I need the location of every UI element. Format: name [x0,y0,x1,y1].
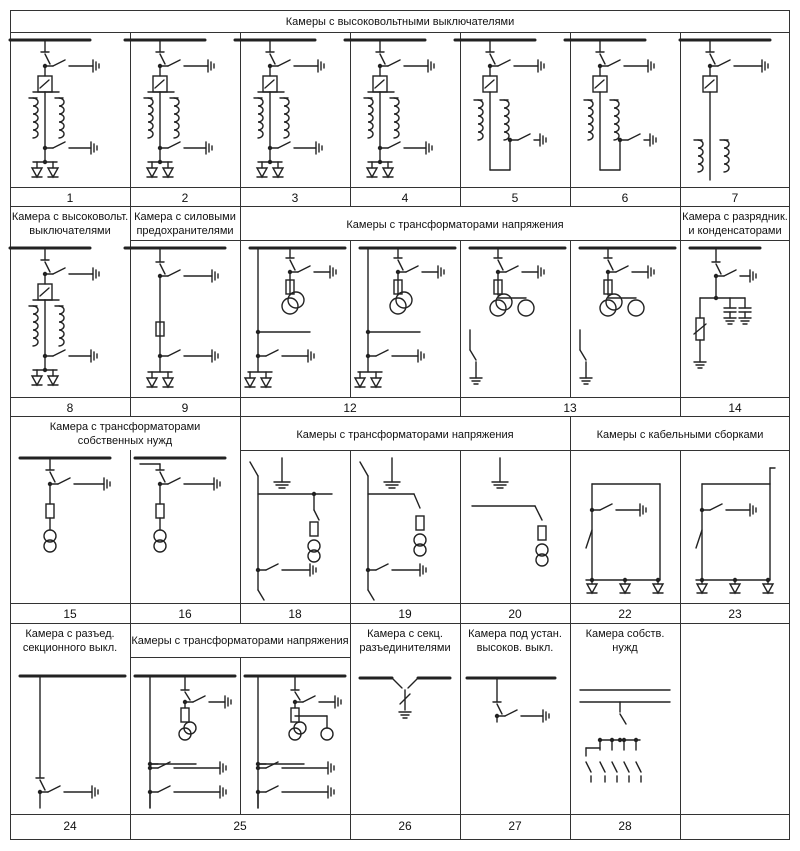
schematic-chamber-24 [20,676,125,808]
chamber-number: 2 [181,191,189,205]
schematic-chamber-2 [125,40,214,177]
header-hv-breaker-place-l1: Камера под устан. [468,628,562,640]
header-section-disconnector-l1: Камера с разъед. [25,628,115,640]
schematic-chamber-20 [472,458,548,566]
chamber-number: 16 [178,607,192,621]
chamber-number: 5 [511,191,519,205]
header-own-needs-l2: нужд [612,642,638,654]
chamber-number: 26 [398,819,412,833]
chamber-number: 13 [563,401,577,415]
schematic-chamber-19 [360,458,426,600]
schematic-chamber-26 [360,678,450,718]
header-hv-breakers: Камеры с высоковольтными выключателями [285,16,515,28]
chamber-number: 23 [728,607,742,621]
schematic-chamber-18 [250,458,332,600]
header-voltage-transformers-2: Камеры с трансформаторами напряжения [296,429,514,441]
header-hv-breaker-chamber-l2: выключателями [29,225,111,237]
chamber-number: 20 [508,607,522,621]
chamber-number: 27 [508,819,522,833]
schematic-chamber-23 [696,468,775,593]
chamber-number: 28 [618,819,632,833]
schematic-chamber-8 [10,248,99,385]
chamber-number: 4 [401,191,409,205]
chamber-number: 6 [621,191,629,205]
header-sectional-disconnectors-l1: Камера с секц. [367,628,443,640]
chamber-number: 15 [63,607,77,621]
header-voltage-transformers: Камеры с трансформаторами напряжения [346,219,564,231]
header-arresters-capacitors-l1: Камера с разрядник. [682,211,788,223]
chamber-number: 24 [63,819,77,833]
header-aux-transformers-l2: собственных нужд [77,435,173,447]
header-voltage-transformers-3: Камеры с трансформаторами напряжения [131,635,349,647]
section-headers [12,16,788,654]
schematic-chamber-13 [470,248,675,384]
chamber-number: 14 [728,401,742,415]
header-sectional-disconnectors-l2: разъединителями [359,642,451,654]
header-section-disconnector-l2: секционного выкл. [22,642,118,654]
chamber-number: 8 [66,401,74,415]
schematic-chamber-22 [586,484,663,593]
schematic-chamber-6 [565,40,656,170]
chamber-number: 22 [618,607,632,621]
header-arresters-capacitors-l2: и конденсаторами [688,225,782,237]
schematic-chamber-4 [345,40,434,177]
schematic-chamber-14 [690,248,760,368]
schematic-chamber-16 [135,458,225,552]
schematic-chamber-28 [580,690,670,782]
chamber-number: 7 [731,191,739,205]
schematic-chamber-7 [680,40,770,180]
chamber-number: 3 [291,191,299,205]
schematic-chamber-1 [10,40,99,177]
chamber-number: 12 [343,401,357,415]
schematic-chamber-5 [455,40,546,170]
header-power-fuses-l2: предохранителями [136,225,234,237]
schematic-chamber-15 [20,458,110,552]
header-hv-breaker-place-l2: высоков. выкл. [476,642,554,654]
schematic-chamber-3 [235,40,324,177]
chamber-number: 9 [181,401,189,415]
schematic-chamber-9 [125,248,225,387]
chamber-number: 25 [233,819,247,833]
schematic-chamber-27 [467,678,555,722]
chamber-number: 1 [66,191,74,205]
header-aux-transformers-l1: Камера с трансформаторами [49,421,201,433]
chamber-number: 18 [288,607,302,621]
header-hv-breaker-chamber-l1: Камера с высоковольт. [11,211,129,223]
header-power-fuses-l1: Камера с силовыми [134,211,236,223]
header-cable-assemblies: Камеры с кабельными сборками [596,429,764,441]
header-own-needs-l1: Камера собств. [585,628,665,640]
chamber-number: 19 [398,607,412,621]
